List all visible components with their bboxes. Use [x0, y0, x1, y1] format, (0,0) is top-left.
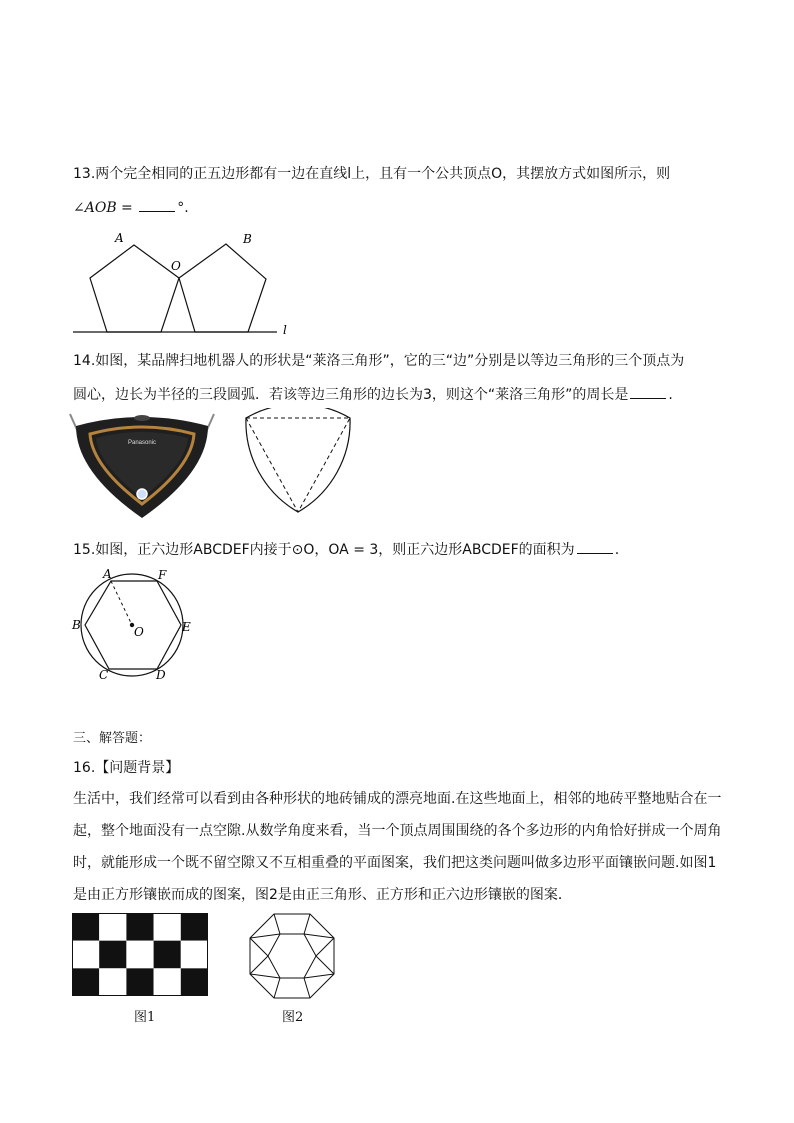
checker-tile [126, 968, 153, 996]
checker-tile [126, 913, 153, 941]
robot-brand: Panasonic [127, 440, 157, 446]
pentagon-left [90, 245, 179, 332]
reuleaux-arcs [246, 408, 350, 512]
label-D: D [156, 668, 166, 682]
q14-line2-text: 圆心，边长为半径的三段圆弧．若该等边三角形的边长为3，则这个“莱洛三角形”的周长是 [73, 387, 629, 403]
robot-power-button [137, 489, 147, 499]
q15-answer-blank [577, 539, 613, 554]
q13-answer-blank [139, 197, 175, 212]
label-A: A [115, 231, 124, 245]
q16-paragraph-line2: 起，整个地面没有一点空隙.从数学角度来看，当一个顶点周围围绕的各个多边形的内角恰好拼成一个周角 [73, 823, 722, 839]
label-E: E [182, 620, 191, 634]
equilateral-triangle-dashed [246, 418, 350, 512]
q13-angle: ∠AOB = [73, 200, 138, 216]
q14-answer-blank [630, 384, 666, 399]
figure1-caption: 图1 [134, 1010, 156, 1025]
q16-paragraph-line3: 时，就能形成一个既不留空隙又不互相重叠的平面图案，我们把这类问题叫做多边形平面镶嵌问题.如图1 [73, 855, 717, 871]
checker-tile [72, 941, 99, 969]
q13-suffix: °. [177, 200, 189, 216]
checker-tile [181, 968, 208, 996]
q14-line2 [73, 384, 673, 405]
q16-paragraph-line1: 生活中，我们经常可以看到由各种形状的地砖铺成的漂亮地面.在这些地面上，相邻的地砖平整地贴合在一 [73, 791, 722, 807]
robot-sensor [134, 415, 150, 421]
label-O: O [134, 625, 144, 639]
checker-tile [154, 968, 181, 996]
q16-paragraph-line4: 是由正方形镶嵌而成的图案，图2是由正三角形、正方形和正六边形镶嵌的图案． [73, 887, 572, 903]
checker-tile [154, 913, 181, 941]
checker-tile [99, 968, 126, 996]
hexagon-circle-figure [68, 566, 198, 684]
checker-tile [99, 913, 126, 941]
checker-tile [154, 941, 181, 969]
pentagon-right [179, 244, 266, 332]
reuleaux-triangle-figure [238, 408, 358, 520]
edge-tl [250, 934, 280, 938]
label-B: B [72, 618, 81, 632]
q16-title: 16.【问题背景】 [73, 760, 180, 776]
square-left [250, 938, 268, 974]
checker-tile [72, 968, 99, 996]
edge-br [304, 974, 334, 978]
square-right [316, 938, 334, 974]
checker-tile [99, 941, 126, 969]
dodecagon-outline [250, 914, 334, 998]
label-B: B [243, 232, 252, 246]
inner-hexagon [268, 934, 316, 978]
checker-tile [72, 913, 99, 941]
label-C: C [99, 668, 109, 682]
checker-tile [126, 941, 153, 969]
q13-pentagons-figure [65, 228, 295, 340]
checker-tile [181, 913, 208, 941]
checker-tile [181, 941, 208, 969]
q15-line1-text: 15.如图，正六边形ABCDEF内接于⊙O，OA = 3，则正六边形ABCDEF的面积为 [73, 542, 575, 558]
figure2-caption: 图2 [282, 1010, 304, 1025]
q14-suffix: . [668, 387, 673, 403]
segment-OA [111, 581, 132, 625]
square-bottom [274, 978, 310, 998]
label-F: F [158, 568, 167, 582]
label-O: O [171, 259, 181, 273]
q14-line1: 14.如图，某品牌扫地机器人的形状是“莱洛三角形”，它的三“边”分别是以等边三角形的三个顶点为 [73, 353, 685, 369]
label-l: l [283, 323, 287, 337]
checkerboard-tiles [72, 913, 208, 996]
edge-bl [250, 974, 280, 978]
robot-vacuum-image [68, 410, 216, 522]
square-top [274, 914, 310, 934]
q13-line1: 13.两个完全相同的正五边形都有一边在直线l上，且有一个公共顶点O，其摆放方式如图所示，则 [73, 166, 671, 182]
figure1-square-tiling [72, 913, 208, 997]
q15-line1 [73, 539, 619, 560]
q15-suffix: . [614, 542, 620, 558]
section-heading: 三、解答题： [73, 731, 152, 746]
edge-tr [304, 934, 334, 938]
label-A: A [103, 567, 112, 581]
q13-line2 [73, 197, 189, 218]
figure2-semiregular-tiling [246, 912, 338, 1000]
